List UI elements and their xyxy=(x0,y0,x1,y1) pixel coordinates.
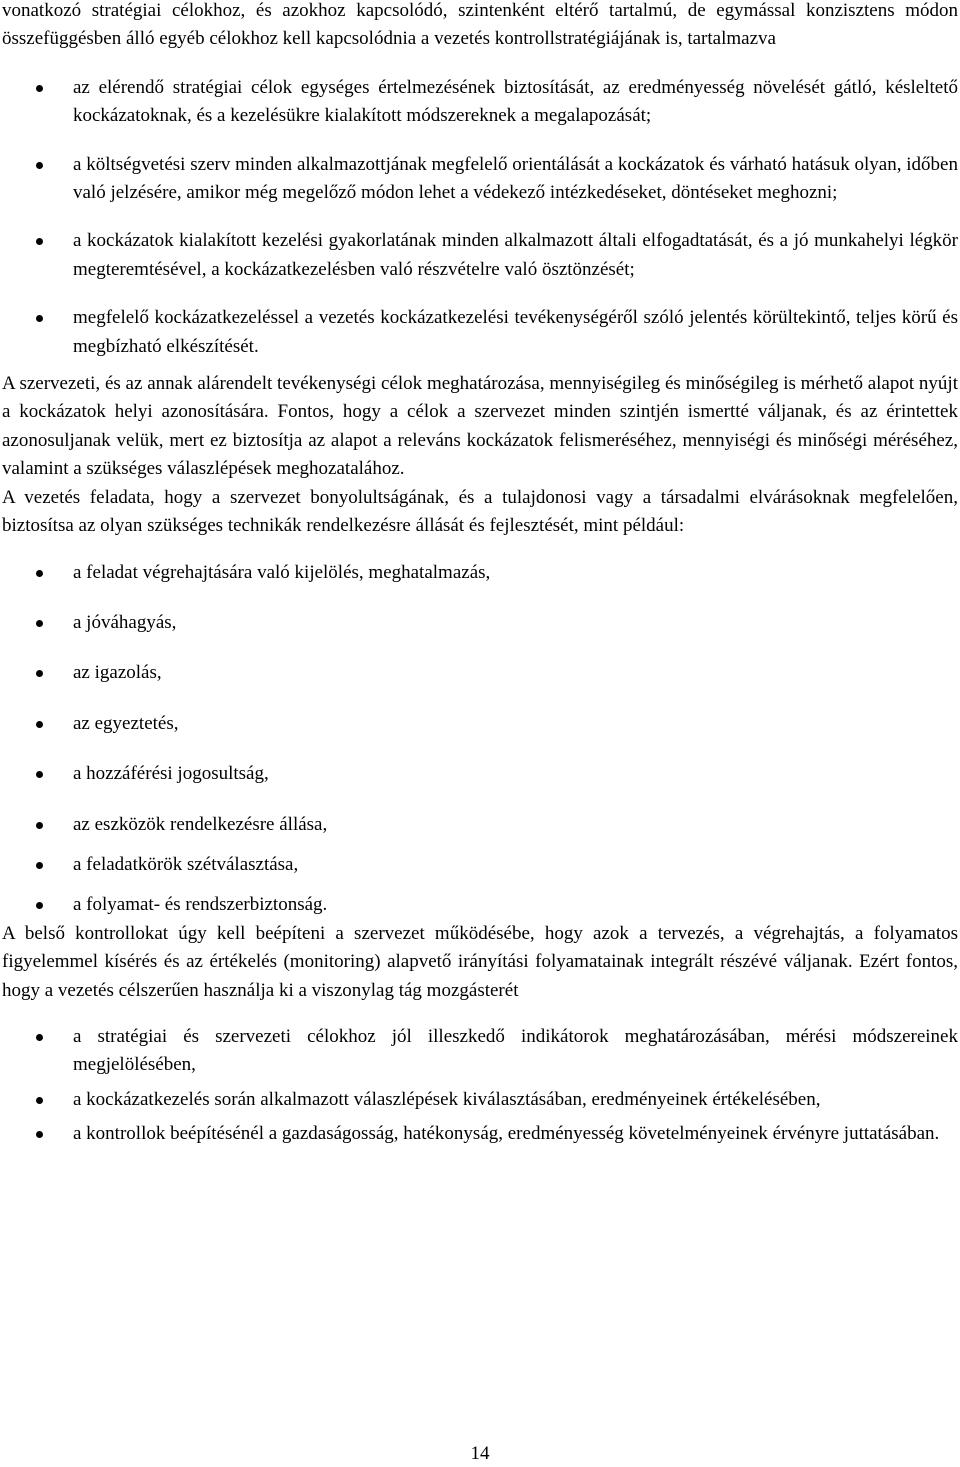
list-item: az igazolás, xyxy=(2,659,958,687)
bullet-icon xyxy=(36,771,43,778)
internal-controls-paragraph: A belső kontrollokat úgy kell beépíteni a szervezet működésébe, hogy azok a tervezés, a végrehajtás, a folyamatos figyelemmel kísérés és az értékelés (monitoring) alapvető irányítási folyamatainak integrált részévé váljanak. Ezért fontos, hogy a vezetés célszerűen használja ki a viszonylag tág mozgásterét xyxy=(2,922,958,1001)
bullet-icon xyxy=(36,85,43,92)
list-item: a költségvetési szerv minden alkalmazottjának megfelelő orientálását a kockázatok és várható hatásuk olyan, időben való jelzésére, amikor még megelőző módon lehet a védekező intézkedéseket, döntéseket meghozni; xyxy=(2,151,958,208)
objectives-paragraph: A szervezeti, és az annak alárendelt tevékenységi célok meghatározása, mennyiségileg és minőségileg is mérhető alapot nyújt a kockázatok helyi azonosítására. Fontos, hogy a célok a szervezet minden szintjén ismertté váljanak, és az érintettek azonosuljanak velük, mert ez biztosítja az alapot a releváns kockázatok felismeréséhez, mennyiségi és minőségi méréséhez, valamint a szükséges válaszlépések meghozatalához. xyxy=(2,373,958,480)
bullet-icon xyxy=(36,620,43,627)
list-item: a feladat végrehajtására való kijelölés, meghatalmazás, xyxy=(2,559,958,587)
list-item: az elérendő stratégiai célok egységes értelmezésének biztosítását, az eredményesség növelését gátló, késleltető kockázatoknak, és a kezelésükre kialakított módszereknek a megalapozását; xyxy=(2,74,958,131)
goals-list xyxy=(2,74,958,361)
list-item: a feladatkörök szétválasztása, xyxy=(2,851,958,879)
list-item: a stratégiai és szervezeti célokhoz jól illeszkedő indikátorok meghatározásában, mérési módszereinek megjelölésében, xyxy=(2,1023,958,1080)
management-task-paragraph: A vezetés feladata, hogy a szervezet bonyolultságának, és a tulajdonosi vagy a társadalmi elvárásoknak megfelelően, biztosítsa az olyan szükséges technikák rendelkezésre állását és fejlesztését, mint például: xyxy=(2,486,958,537)
bullet-icon xyxy=(36,902,43,909)
bullet-icon xyxy=(36,721,43,728)
bullet-icon xyxy=(36,1034,43,1041)
intro-paragraph: vonatkozó stratégiai célokhoz, és azokhoz kapcsolódó, szintenként eltérő tartalmú, de egymással konzisztens módon összefüggésben álló egyéb célokhoz kell kapcsolódnia a vezetés kontrollstratégiájának is, tartalmazva xyxy=(2,0,958,50)
bullet-icon xyxy=(36,570,43,577)
document-page xyxy=(2,0,958,1149)
page-number: 14 xyxy=(470,1443,490,1464)
bullet-icon xyxy=(36,1097,43,1104)
list-item: a kontrollok beépítésénél a gazdaságosság, hatékonyság, eredményesség követelményeinek érvényre juttatásában. xyxy=(2,1120,958,1148)
list-item: a kockázatok kialakított kezelési gyakorlatának minden alkalmazott általi elfogadtatását, és a jó munkahelyi légkör megteremtésével, a kockázatkezelésben való részvételre való ösztönzését; xyxy=(2,227,958,284)
list-item: az eszközök rendelkezésre állása, xyxy=(2,811,958,839)
list-item: az egyeztetés, xyxy=(2,710,958,738)
bullet-icon xyxy=(36,238,43,245)
list-item: a jóváhagyás, xyxy=(2,609,958,637)
bullet-icon xyxy=(36,162,43,169)
bullet-icon xyxy=(36,1131,43,1138)
bullet-icon xyxy=(36,822,43,829)
scope-list xyxy=(2,1023,958,1149)
list-item: a kockázatkezelés során alkalmazott válaszlépések kiválasztásában, eredményeinek értékelésében, xyxy=(2,1086,958,1114)
bullet-icon xyxy=(36,670,43,677)
bullet-icon xyxy=(36,315,43,322)
techniques-list xyxy=(2,559,958,920)
bullet-icon xyxy=(36,862,43,869)
list-item: a folyamat- és rendszerbiztonság. xyxy=(2,891,958,919)
list-item: megfelelő kockázatkezeléssel a vezetés kockázatkezelési tevékenységéről szóló jelentés körültekintő, teljes körű és megbízható elkészítését. xyxy=(2,304,958,361)
list-item: a hozzáférési jogosultság, xyxy=(2,760,958,788)
